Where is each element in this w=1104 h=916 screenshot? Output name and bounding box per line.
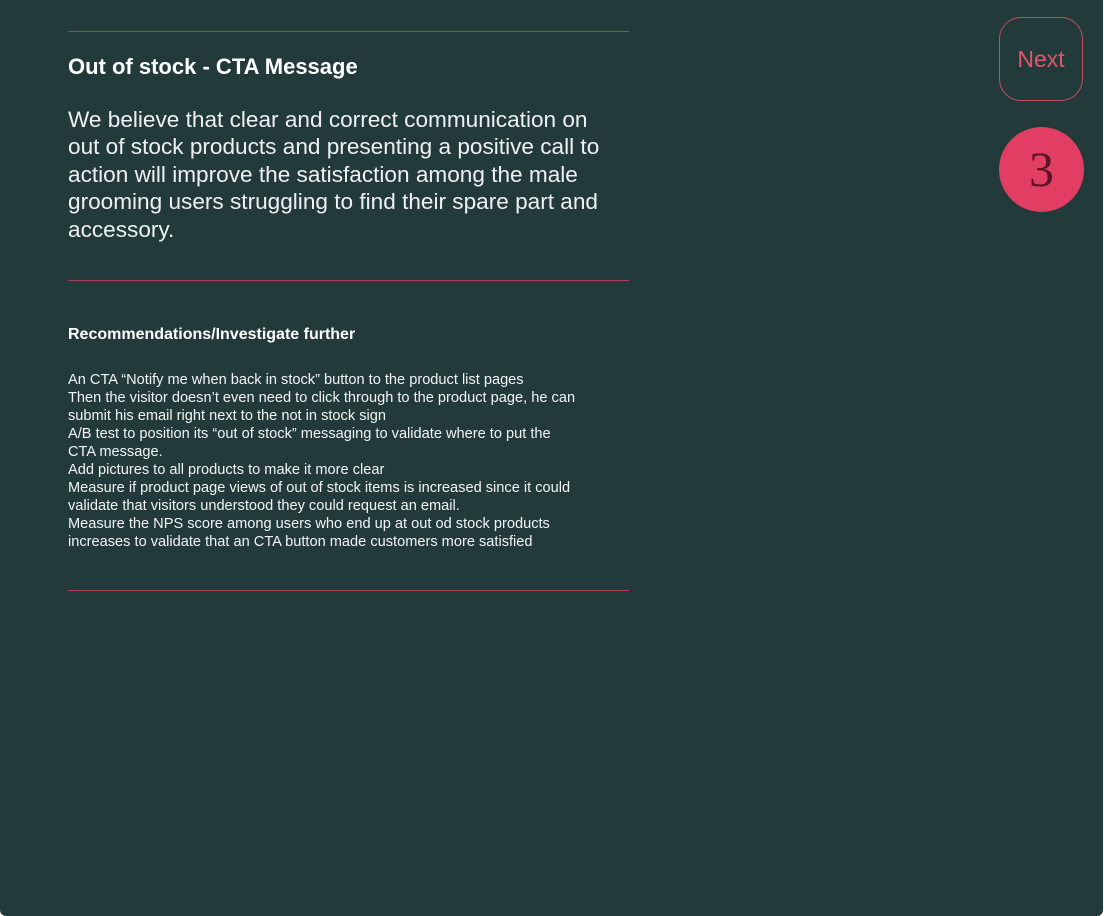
next-button[interactable]: Next (999, 17, 1083, 101)
middle-divider (68, 280, 629, 281)
recommendation-item: Then the visitor doesn’t even need to click through to the product page, he can submit his email right next to the not in stock sign (68, 390, 576, 424)
slide-title: Out of stock - CTA Message (68, 54, 358, 79)
hypothesis-statement: We believe that clear and correct communication on out of stock products and presenting a positive call to action will improve the satisfaction among the male grooming users struggling to find their spare part and accessory. (68, 107, 600, 242)
recommendation-item: A/B test to position its “out of stock” messaging to validate where to put the CTA message. (68, 426, 551, 460)
page-number-badge: 3 (999, 127, 1084, 212)
recommendation-item: Measure the NPS score among users who end up at out od stock products increases to validate that an CTA button made customers more satisfied (68, 516, 550, 550)
recommendations-list (68, 371, 628, 551)
top-divider (68, 31, 629, 32)
recommendation-item: Add pictures to all products to make it more clear (68, 462, 385, 478)
recommendation-item: An CTA “Notify me when back in stock” button to the product list pages (68, 372, 524, 388)
recommendations-heading: Recommendations/Investigate further (68, 326, 356, 343)
recommendation-item: Measure if product page views of out of stock items is increased since it could validate that visitors understood they could request an email. (68, 480, 571, 514)
bottom-divider (68, 590, 629, 591)
